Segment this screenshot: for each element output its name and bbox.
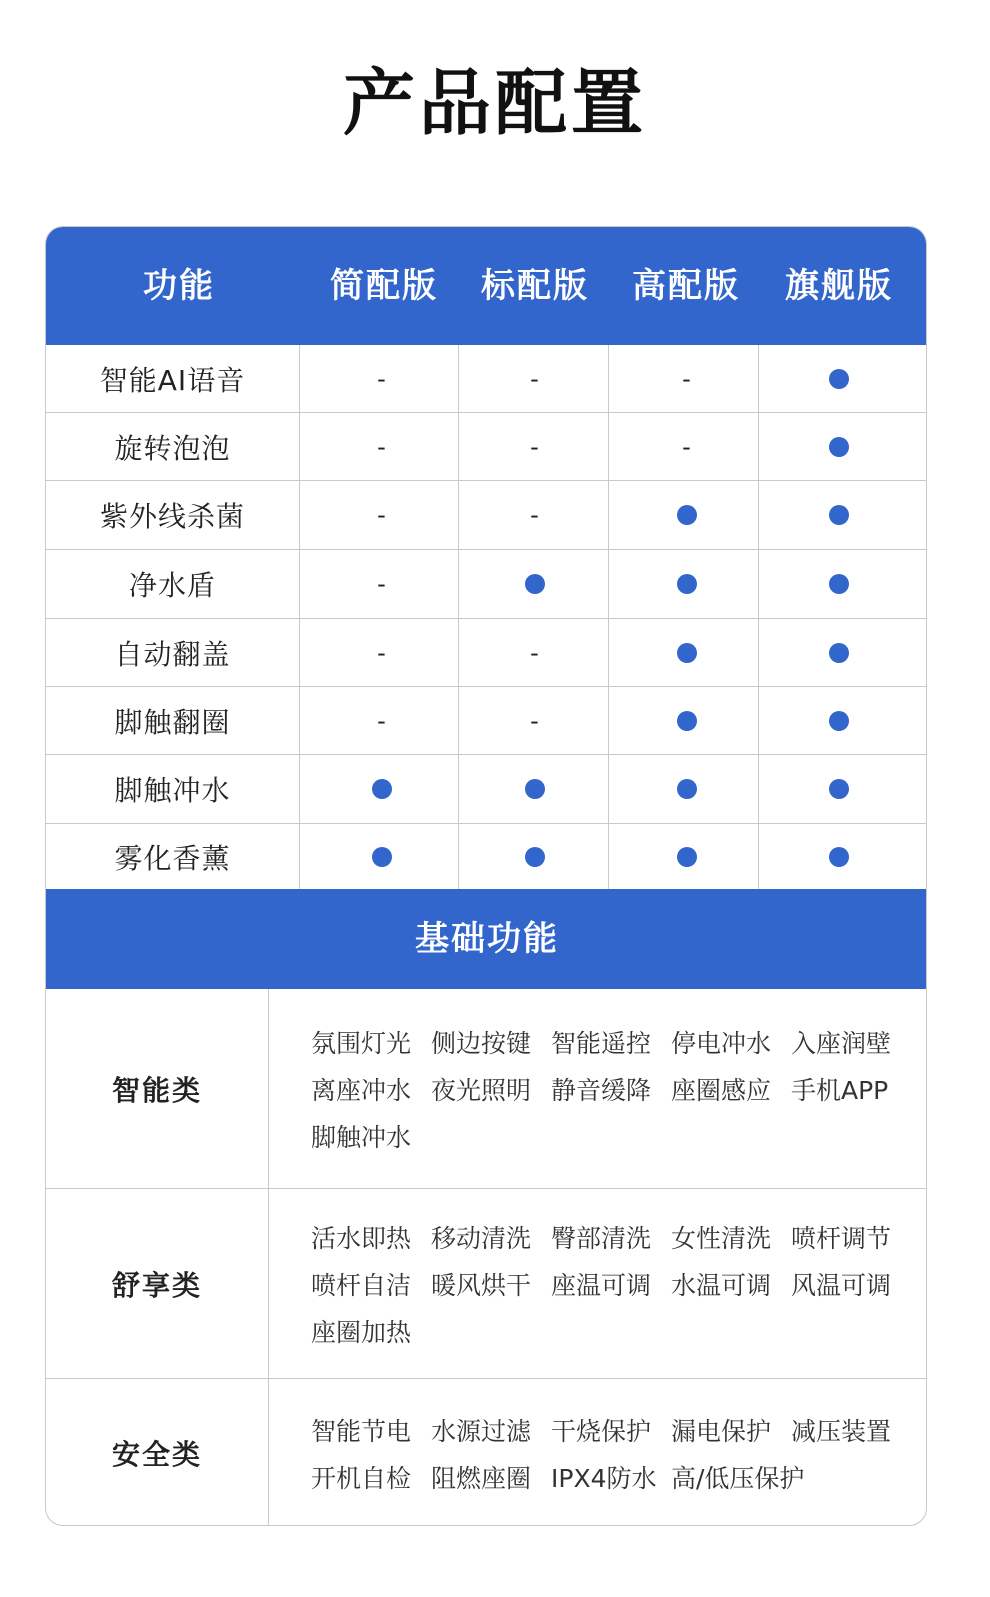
base-feature-item: 喷杆调节 <box>791 1223 892 1253</box>
base-feature-item: 漏电保护 <box>671 1416 772 1446</box>
base-feature-item: 离座冲水 <box>311 1075 412 1105</box>
included-dot-icon <box>372 779 392 799</box>
not-included-dash: - <box>377 364 386 393</box>
included-dot-icon <box>677 643 697 663</box>
not-included-dash: - <box>377 432 386 461</box>
base-section-title: 基础功能 <box>46 889 927 989</box>
base-feature-item: 脚触冲水 <box>311 1122 412 1152</box>
feature-row <box>46 824 927 889</box>
included-dot-icon <box>829 847 849 867</box>
feature-row <box>46 687 927 755</box>
base-feature-item: IPX4防水 <box>551 1463 657 1493</box>
not-included-dash: - <box>377 638 386 667</box>
not-included-dash: - <box>377 570 386 598</box>
included-dot-icon <box>677 779 697 799</box>
not-included-dash: - <box>530 501 539 529</box>
base-feature-item: 夜光照明 <box>431 1075 532 1105</box>
base-feature-item: 智能遥控 <box>551 1028 652 1058</box>
not-included-dash: - <box>682 364 691 393</box>
base-category-items <box>269 989 927 1188</box>
included-dot-icon <box>677 847 697 867</box>
base-feature-item: 手机APP <box>791 1075 889 1105</box>
included-dot-icon <box>829 369 849 389</box>
base-feature-item: 高/低压保护 <box>671 1463 805 1493</box>
not-included-dash: - <box>530 364 539 393</box>
feature-row <box>46 550 927 619</box>
base-category-items <box>269 1189 927 1378</box>
not-included-dash: - <box>377 501 386 529</box>
base-feature-item: 阻燃座圈 <box>431 1463 532 1493</box>
included-dot-icon <box>829 505 849 525</box>
base-feature-item: 入座润壁 <box>791 1028 892 1058</box>
included-dot-icon <box>829 779 849 799</box>
table-header <box>46 227 927 345</box>
included-dot-icon <box>829 574 849 594</box>
base-feature-item: 侧边按键 <box>431 1028 532 1058</box>
header-edition-standard: 标配版 <box>481 266 589 306</box>
included-dot-icon <box>677 505 697 525</box>
header-edition-flagship: 旗舰版 <box>785 266 893 306</box>
base-feature-item: 喷杆自洁 <box>311 1270 412 1300</box>
header-edition-high: 高配版 <box>632 266 740 306</box>
feature-name: 智能AI语音 <box>99 363 246 397</box>
feature-row <box>46 413 927 481</box>
feature-name: 脚触冲水 <box>114 774 231 807</box>
base-feature-item: 臀部清洗 <box>551 1223 652 1253</box>
base-feature-item: 移动清洗 <box>431 1223 532 1253</box>
base-category-name: 智能类 <box>46 989 269 1188</box>
included-dot-icon <box>829 437 849 457</box>
base-category-name: 安全类 <box>46 1379 269 1526</box>
base-category-row <box>46 1189 927 1379</box>
page-title: 产品配置 <box>342 61 647 145</box>
base-feature-item: 风温可调 <box>791 1270 892 1300</box>
feature-row <box>46 481 927 550</box>
not-included-dash: - <box>530 638 539 667</box>
included-dot-icon <box>829 711 849 731</box>
included-dot-icon <box>677 711 697 731</box>
feature-row <box>46 619 927 687</box>
base-feature-item: 座温可调 <box>551 1270 652 1300</box>
base-feature-item: 座圈加热 <box>311 1317 412 1347</box>
feature-name: 雾化香薰 <box>114 841 231 875</box>
base-feature-item: 氛围灯光 <box>311 1028 412 1058</box>
base-feature-item: 停电冲水 <box>671 1028 772 1058</box>
base-feature-item: 活水即热 <box>311 1223 412 1253</box>
feature-row <box>46 345 927 413</box>
base-feature-item: 暖风烘干 <box>431 1270 532 1300</box>
feature-name: 脚触翻圈 <box>114 705 231 739</box>
feature-name: 旋转泡泡 <box>114 431 231 465</box>
included-dot-icon <box>525 779 545 799</box>
base-category-row <box>46 989 927 1189</box>
included-dot-icon <box>525 847 545 867</box>
feature-name: 自动翻盖 <box>114 637 231 671</box>
header-edition-basic: 简配版 <box>330 266 438 306</box>
header-feature: 功能 <box>143 266 215 306</box>
base-feature-item: 开机自检 <box>311 1463 412 1493</box>
base-feature-item: 干烧保护 <box>551 1416 652 1446</box>
config-table <box>45 226 927 1526</box>
base-feature-item: 水源过滤 <box>431 1416 532 1446</box>
feature-row <box>46 755 927 824</box>
base-category-name: 舒享类 <box>46 1189 269 1378</box>
base-feature-item: 智能节电 <box>311 1416 412 1446</box>
feature-name: 净水盾 <box>128 569 216 602</box>
base-feature-item: 座圈感应 <box>671 1075 772 1105</box>
base-category-row <box>46 1379 927 1526</box>
base-feature-item: 减压装置 <box>791 1416 892 1446</box>
not-included-dash: - <box>530 432 539 461</box>
base-feature-item: 女性清洗 <box>671 1223 772 1253</box>
included-dot-icon <box>372 847 392 867</box>
included-dot-icon <box>525 574 545 594</box>
not-included-dash: - <box>530 706 539 735</box>
not-included-dash: - <box>682 432 691 461</box>
included-dot-icon <box>829 643 849 663</box>
feature-name: 紫外线杀菌 <box>99 500 245 533</box>
not-included-dash: - <box>377 706 386 735</box>
base-feature-item: 水温可调 <box>671 1270 772 1300</box>
base-feature-item: 静音缓降 <box>551 1075 652 1105</box>
base-category-items <box>269 1379 927 1526</box>
included-dot-icon <box>677 574 697 594</box>
